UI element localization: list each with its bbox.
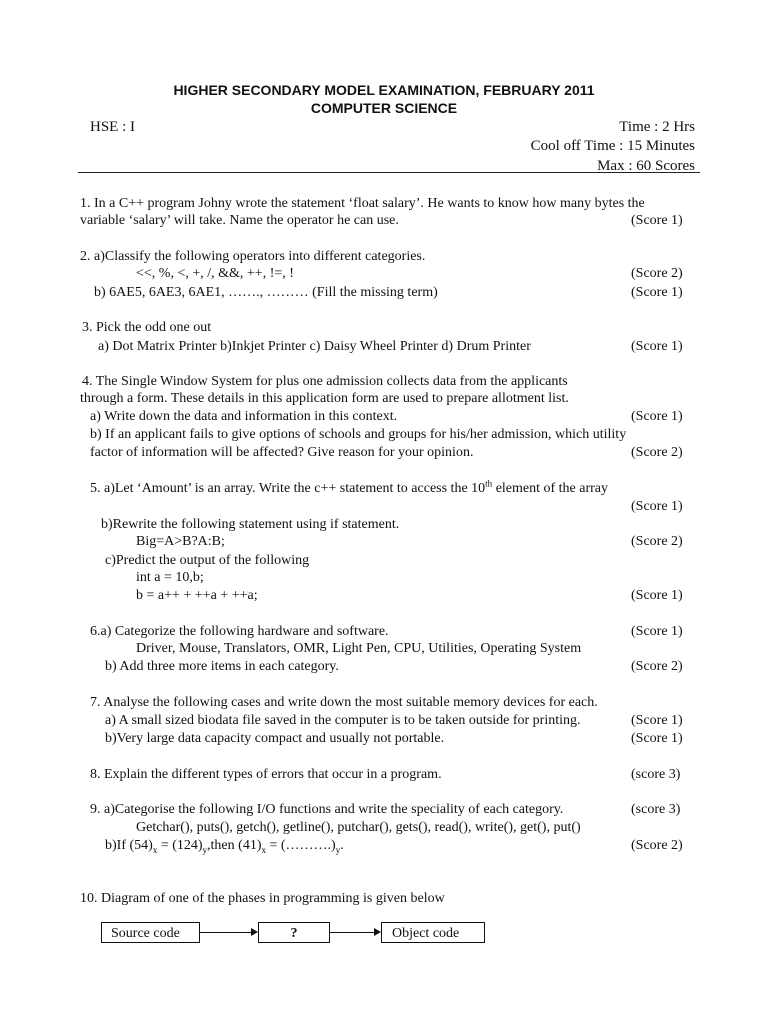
- q7-a: a) A small sized biodata file saved in the computer is to be taken outside for printing.: [105, 713, 581, 728]
- q2-a: 2. a)Classify the following operators into different categories.: [80, 249, 426, 264]
- q9-b: b)If $(54)_x$ = $(124)_y,then$ $(41)_x$ = $(\dots\dots\dots.)_y$.: [105, 838, 344, 855]
- diagram-box-object-code: Object code: [381, 922, 485, 943]
- q5-c: c)Predict the output of the following: [105, 553, 310, 568]
- q6-a: 6.a) Categorize the following hardware and software.: [90, 624, 389, 639]
- q4-score-b: (Score 2): [631, 445, 683, 460]
- q4-score-a: (Score 1): [631, 409, 683, 424]
- q5-b: b)Rewrite the following statement using if statement.: [101, 517, 400, 532]
- q3-score: (Score 1): [631, 339, 683, 354]
- subject-title: COMPUTER SCIENCE: [310, 100, 458, 116]
- q9-functions: Getchar(), puts(), getch(), getline(), putchar(), gets(), read(), write(), get(), put(): [136, 820, 581, 835]
- q9-a: 9. a)Categorise the following I/O functions and write the speciality of each category.: [90, 802, 564, 817]
- q4-b-line2: factor of information will be affected? Give reason for your opinion.: [90, 445, 474, 460]
- q6-b: b) Add three more items in each category.: [105, 659, 339, 674]
- q1-line2: variable ‘salary’ will take. Name the operator he can use.: [80, 213, 399, 228]
- diagram-box-unknown: ?: [258, 922, 330, 943]
- q2-score-b: (Score 1): [631, 285, 683, 300]
- diagram-arrowhead-2: [374, 928, 381, 936]
- q2-b: b) 6AE5, 6AE3, 6AE1, ……., ……… (Fill the missing term): [94, 285, 438, 300]
- max-score-label: Max : 60 Scores: [597, 158, 695, 174]
- q4-line2: through a form. These details in this application form are used to prepare allotment list.: [80, 391, 569, 406]
- q1-line1: 1. In a C++ program Johny wrote the statement ‘float salary’. He wants to know how many bytes the: [80, 196, 645, 211]
- q5-c-code2: b = a++ + ++a + ++a;: [136, 588, 258, 603]
- q1-score: (Score 1): [631, 213, 683, 228]
- q6-score-b: (Score 2): [631, 659, 683, 674]
- q7-score-b: (Score 1): [631, 731, 683, 746]
- time-label: Time : 2 Hrs: [619, 119, 695, 135]
- q10-line1: 10. Diagram of one of the phases in programming is given below: [80, 891, 445, 906]
- q8-score: (score 3): [631, 767, 681, 782]
- q9-score-a: (score 3): [631, 802, 681, 817]
- q3-line1: 3. Pick the odd one out: [82, 320, 212, 335]
- q5-score-c: (Score 1): [631, 588, 683, 603]
- q2-operators: <<, %, <, +, /, &&, ++, !=, !: [136, 266, 294, 281]
- q6-items: Driver, Mouse, Translators, OMR, Light Pen, CPU, Utilities, Operating System: [136, 641, 582, 656]
- q4-b-line1: b) If an applicant fails to give options of schools and groups for his/her admission, which utility: [90, 427, 627, 442]
- q6-score-a: (Score 1): [631, 624, 683, 639]
- diagram-box-source-code: Source code: [101, 922, 200, 943]
- diagram-arrowhead-1: [251, 928, 258, 936]
- exam-title: HIGHER SECONDARY MODEL EXAMINATION, FEBRUARY 2011: [173, 82, 595, 98]
- q7-line1: 7. Analyse the following cases and write down the most suitable memory devices for each.: [90, 695, 598, 710]
- q5-b-code: Big=A>B?A:B;: [136, 534, 225, 549]
- class-label: HSE : I: [90, 119, 135, 135]
- q7-b: b)Very large data capacity compact and usually not portable.: [105, 731, 445, 746]
- cool-off-label: Cool off Time : 15 Minutes: [530, 138, 695, 154]
- q9-score-b: (Score 2): [631, 838, 683, 853]
- diagram-arrow-2: [330, 932, 375, 933]
- q7-score-a: (Score 1): [631, 713, 683, 728]
- q4-a: a) Write down the data and information in this context.: [90, 409, 398, 424]
- q4-line1: 4. The Single Window System for plus one admission collects data from the applicants: [82, 374, 568, 389]
- q8-line1: 8. Explain the different types of errors that occur in a program.: [90, 767, 442, 782]
- q5-a: 5. a)Let ‘Amount’ is an array. Write the c++ statement to access the 10th element of the array: [90, 478, 609, 496]
- q5-score-b: (Score 2): [631, 534, 683, 549]
- header-divider: [78, 172, 700, 173]
- diagram-arrow-1: [200, 932, 252, 933]
- q5-score-a: (Score 1): [631, 499, 683, 514]
- q5-c-code1: int a = 10,b;: [136, 570, 204, 585]
- q2-score-a: (Score 2): [631, 266, 683, 281]
- q3-options: a) Dot Matrix Printer b)Inkjet Printer c) Daisy Wheel Printer d) Drum Printer: [98, 339, 531, 354]
